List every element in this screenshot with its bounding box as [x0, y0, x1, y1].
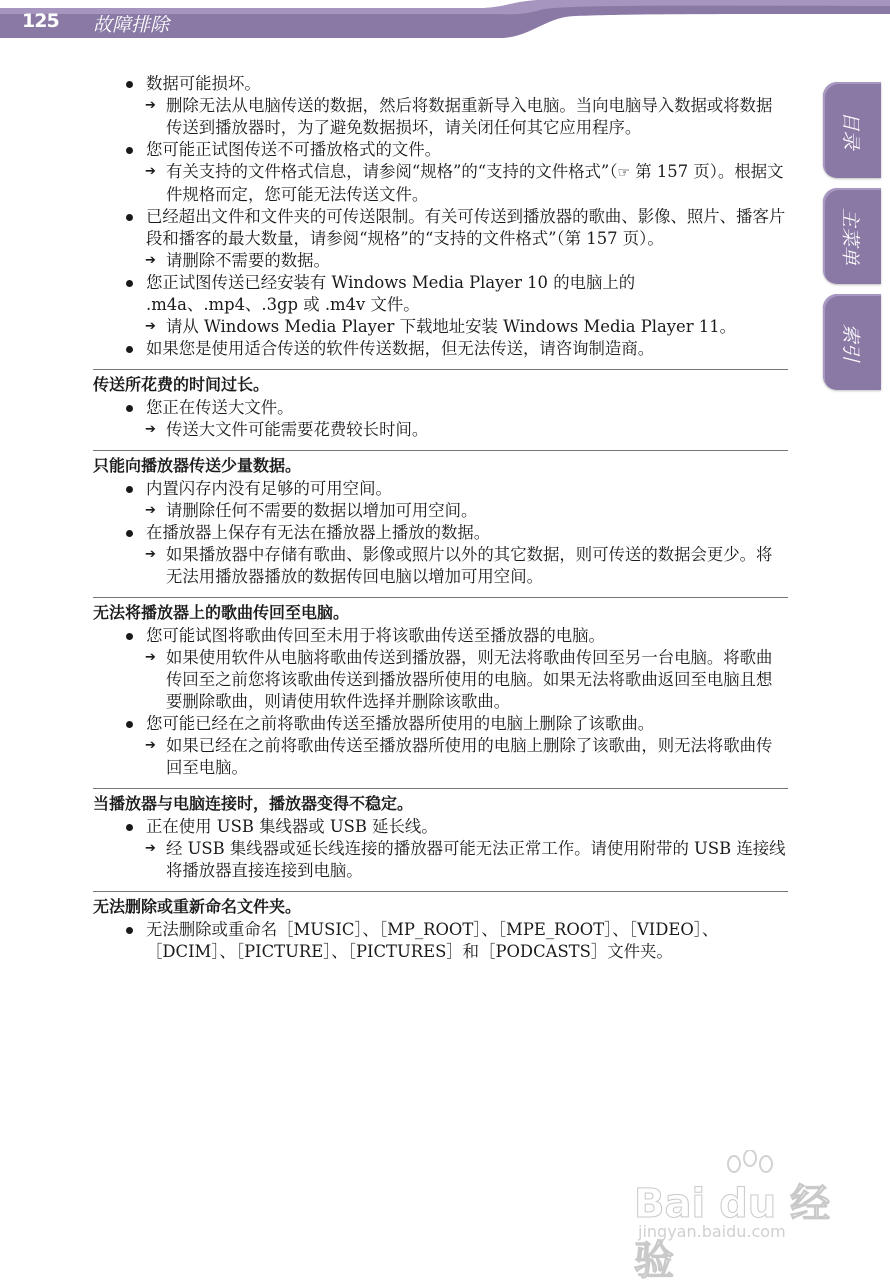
solution-item [93, 544, 788, 588]
solution-item [93, 735, 788, 779]
cause-item: 您可能正试图传送不可播放格式的文件。 [93, 139, 788, 161]
cause-item: 您可能已经在之前将歌曲传送至播放器所使用的电脑上删除了该歌曲。 [93, 713, 788, 735]
tab-home-menu[interactable] [823, 188, 881, 284]
solution-text: 经 USB 集线器或延长线连接的播放器可能无法正常工作。请使用附带的 USB 连接线将播放器直接连接到电脑。 [166, 839, 786, 880]
cause-item: 在播放器上保存有无法在播放器上播放的数据。 [93, 522, 788, 544]
arrow-icon: ➔ [145, 738, 156, 753]
solution-item [93, 161, 788, 206]
header-section-title: 故障排除 [93, 14, 170, 36]
tab-table-of-contents[interactable] [823, 82, 881, 178]
arrow-icon: ➔ [145, 650, 156, 665]
cause-item: 您可能试图将歌曲传回至未用于将该歌曲传送至播放器的电脑。 [93, 625, 788, 647]
tab-label-menu: 主菜单 [839, 207, 862, 265]
solution-text: 如果已经在之前将歌曲传送至播放器所使用的电脑上删除了该歌曲，则无法将歌曲传回至电脑。 [166, 736, 773, 777]
tab-label-contents: 目录 [839, 110, 862, 150]
solution-text: 有关支持的文件格式信息，请参阅“规格”的“支持的文件格式”（ [166, 162, 618, 181]
arrow-icon: ➔ [145, 547, 156, 562]
watermark-url: jingyan.baidu.com [638, 1222, 786, 1241]
solution-item [93, 95, 788, 139]
solution-text: 请删除任何不需要的数据以增加可用空间。 [166, 501, 478, 520]
arrow-icon: ➔ [145, 253, 156, 268]
solution-text-continued: 第 157 页）。根据文件规格而定，您可能无法传送文件。 [166, 162, 784, 204]
page-number: 125 [22, 10, 59, 32]
solution-text: 删除无法从电脑传送的数据，然后将数据重新导入电脑。当向电脑导入数据或将数据传送到播放器时，为了避免数据损坏，请关闭任何其它应用程序。 [166, 96, 773, 137]
arrow-icon: ➔ [145, 503, 156, 518]
problem-heading: 传送所花费的时间过长。 [93, 369, 788, 397]
arrow-icon: ➔ [145, 98, 156, 113]
arrow-icon: ➔ [145, 319, 156, 334]
solution-text: 如果播放器中存储有歌曲、影像或照片以外的其它数据，则可传送的数据会更少。将无法用播放器播放的数据传回电脑以增加可用空间。 [166, 545, 773, 586]
solution-text: 请从 Windows Media Player 下载地址安装 Windows Media Player 11。 [166, 317, 737, 336]
cause-item: 数据可能损坏。 [93, 73, 788, 95]
watermark-brand: Bai du 经验 [634, 1181, 831, 1284]
solution-item [93, 250, 788, 272]
cause-item: 如果您是使用适合传送的软件传送数据，但无法传送，请咨询制造商。 [93, 338, 788, 360]
solution-text: 如果使用软件从电脑将歌曲传送到播放器，则无法将歌曲传回至另一台电脑。将歌曲传回至之前您将该歌曲传送到播放器所使用的电脑。如果无法将歌曲返回至电脑且想要删除歌曲，则请使用软件选择并删除该歌曲。 [166, 648, 773, 711]
page-header [0, 0, 890, 42]
arrow-icon: ➔ [145, 841, 156, 856]
problem-heading: 只能向播放器传送少量数据。 [93, 450, 788, 478]
cause-item: 您正在传送大文件。 [93, 397, 788, 419]
cause-item: 您正试图传送已经安装有 Windows Media Player 10 的电脑上的 .m4a、.mp4、.3gp 或 .m4v 文件。 [93, 272, 788, 316]
solution-item [93, 500, 788, 522]
solution-item [93, 838, 788, 882]
problem-heading: 无法删除或重新命名文件夹。 [93, 891, 788, 919]
solution-text: 传送大文件可能需要花费较长时间。 [166, 420, 429, 439]
problem-heading: 无法将播放器上的歌曲传回至电脑。 [93, 597, 788, 625]
solution-item [93, 419, 788, 441]
cause-item: 无法删除或重命名［MUSIC］、［MP_ROOT］、［MPE_ROOT］、［VIDEO］、［DCIM］、［PICTURE］、［PICTURES］和［PODCASTS］文件夹。 [93, 919, 788, 963]
pointing-hand-icon[interactable]: ☞ [617, 165, 631, 181]
cause-item: 已经超出文件和文件夹的可传送限制。有关可传送到播放器的歌曲、影像、照片、播客片段和播客的最大数量，请参阅“规格”的“支持的文件格式”（第 157 页）。 [93, 206, 788, 250]
tab-index[interactable] [823, 294, 881, 390]
cause-item: 正在使用 USB 集线器或 USB 延长线。 [93, 816, 788, 838]
arrow-icon: ➔ [145, 164, 156, 179]
solution-item [93, 647, 788, 713]
solution-text: 请删除不需要的数据。 [166, 251, 330, 270]
troubleshooting-content [93, 73, 788, 963]
problem-heading: 当播放器与电脑连接时，播放器变得不稳定。 [93, 788, 788, 816]
arrow-icon: ➔ [145, 422, 156, 437]
solution-item [93, 316, 788, 338]
tab-label-index: 索引 [839, 322, 862, 362]
baidu-jingyan-watermark [630, 1150, 840, 1284]
cause-item: 内置闪存内没有足够的可用空间。 [93, 478, 788, 500]
